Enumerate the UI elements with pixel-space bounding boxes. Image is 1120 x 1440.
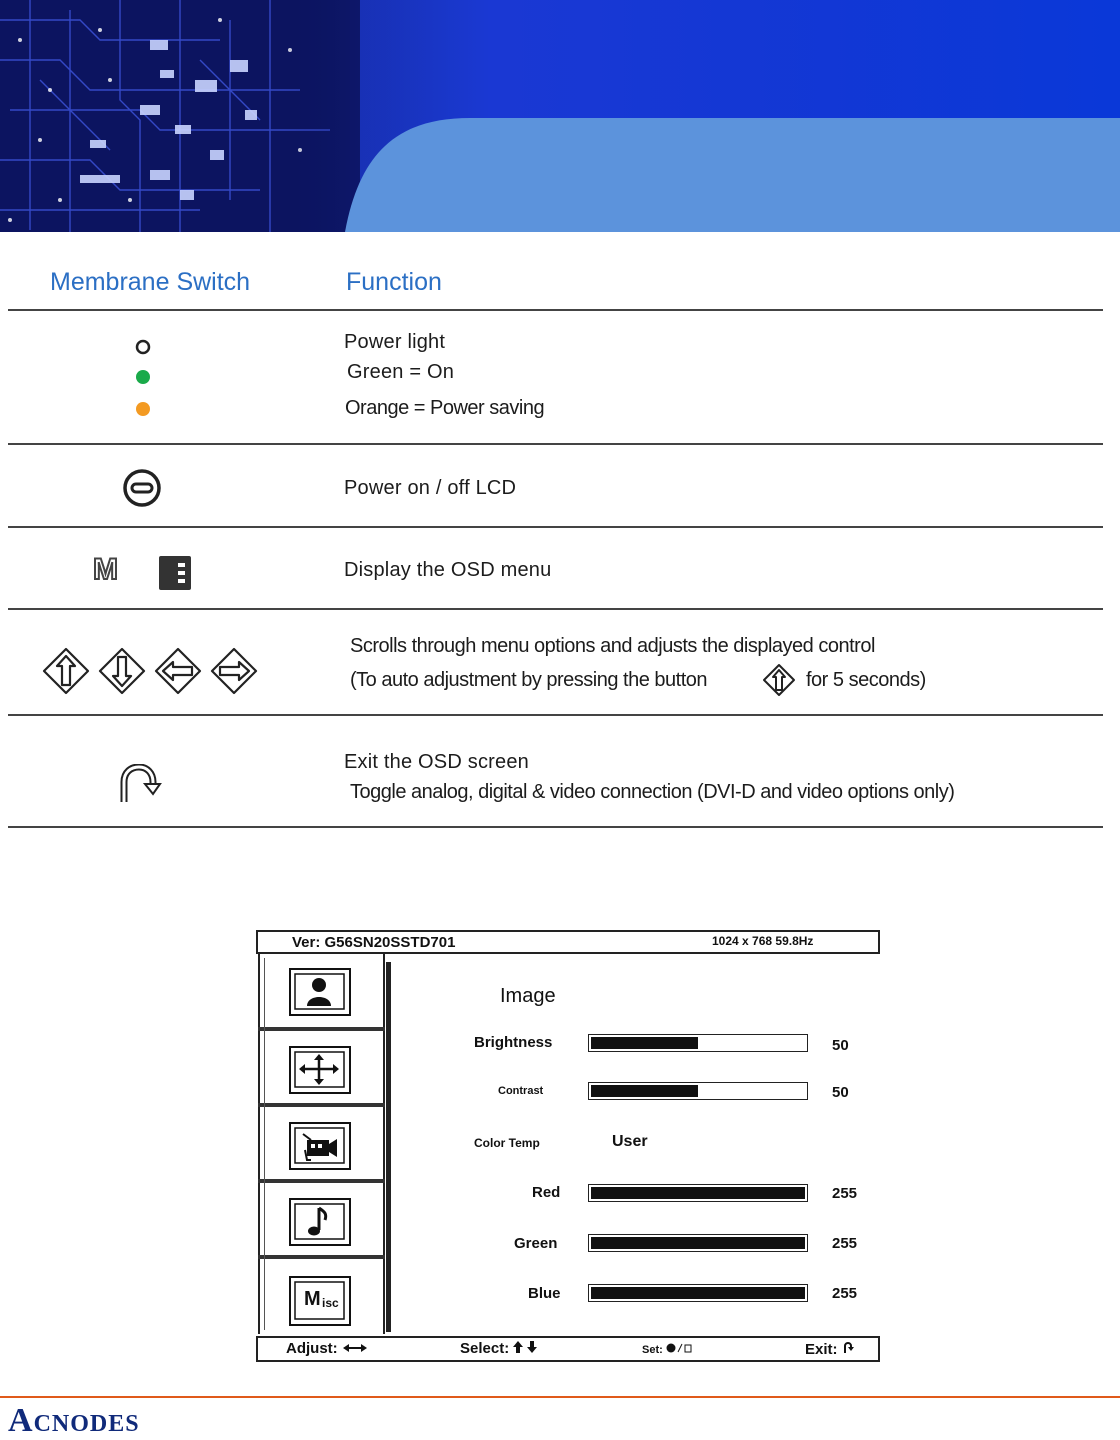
blue-value: 255 (832, 1285, 858, 1302)
menu-m-icon: M (93, 553, 118, 586)
up-arrow-icon (44, 649, 88, 693)
contrast-slider[interactable] (588, 1082, 808, 1100)
image-icon (291, 970, 348, 1013)
misc-label-small: isc (322, 1296, 339, 1310)
footer-divider (0, 1396, 1120, 1398)
osd-tab-position[interactable] (289, 1046, 351, 1094)
red-label: Red (532, 1184, 561, 1201)
color-temp-label: Color Temp (474, 1136, 540, 1150)
green-fill (591, 1237, 805, 1249)
osd-resolution: 1024 x 768 59.8Hz (712, 934, 814, 948)
misc-label-big: M (304, 1288, 321, 1310)
divider (8, 714, 1103, 716)
contrast-value: 50 (832, 1084, 849, 1101)
osd-tab-image[interactable] (289, 968, 351, 1016)
video-camera-icon (291, 1124, 348, 1167)
divider (8, 309, 1103, 311)
exit-arrow-icon (842, 1340, 854, 1354)
power-menu-icon (666, 1343, 696, 1353)
divider (258, 1103, 385, 1107)
osd-tab-video[interactable] (289, 1122, 351, 1170)
left-arrow-icon (156, 649, 200, 693)
red-slider[interactable] (588, 1184, 808, 1202)
brightness-label: Brightness (474, 1034, 553, 1051)
header-membrane-switch: Membrane Switch (50, 268, 251, 296)
header-banner (0, 0, 1120, 232)
audio-note-icon (291, 1200, 348, 1243)
select-label: Select: (460, 1340, 510, 1357)
down-arrow-icon (100, 649, 144, 693)
position-icon (291, 1048, 348, 1091)
function-text: Orange = Power saving (345, 397, 545, 419)
function-text: Scrolls through menu options and adjusts the displayed control (350, 635, 875, 657)
divider (258, 1255, 385, 1259)
osd-section-title: Image (500, 985, 556, 1007)
function-text: Green = On (347, 361, 455, 383)
acnodes-logo (8, 1402, 140, 1440)
right-arrow-icon (212, 649, 256, 693)
green-slider[interactable] (588, 1234, 808, 1252)
contrast-label: Contrast (498, 1085, 544, 1097)
function-text: Toggle analog, digital & video connection (DVI-D and video options only) (350, 781, 955, 803)
green-label: Green (514, 1235, 558, 1252)
arrow-buttons (42, 647, 258, 695)
set-hint (642, 1343, 696, 1356)
osd-tab-audio[interactable] (289, 1198, 351, 1246)
banner-curve (0, 0, 1120, 232)
logo-letter: A (8, 1402, 34, 1439)
left-right-arrow-icon (342, 1343, 368, 1353)
divider (258, 1027, 385, 1031)
red-fill (591, 1187, 805, 1199)
color-temp-value[interactable]: User (612, 1133, 648, 1150)
divider (8, 443, 1103, 445)
divider (8, 526, 1103, 528)
header-function: Function (346, 268, 442, 296)
brightness-value: 50 (832, 1037, 849, 1054)
auto-adjust-button-icon (762, 663, 796, 697)
orange-led-icon (135, 401, 151, 417)
power-button-icon (121, 467, 163, 509)
function-text: Power light (344, 331, 446, 353)
divider (258, 1179, 385, 1183)
adjust-label: Adjust: (286, 1340, 338, 1357)
select-hint (460, 1340, 537, 1357)
exit-label: Exit: (805, 1341, 838, 1358)
function-text: Power on / off LCD (344, 477, 517, 499)
brightness-fill (591, 1037, 698, 1049)
adjust-hint (286, 1340, 368, 1357)
function-text: (To auto adjustment by pressing the button (350, 669, 708, 691)
function-text: for 5 seconds) (806, 669, 926, 691)
exit-icon (118, 764, 162, 804)
up-down-arrow-icon (513, 1341, 537, 1353)
logo-rest: CNODES (33, 1411, 140, 1437)
blue-label: Blue (528, 1285, 561, 1302)
exit-hint (805, 1340, 854, 1358)
green-value: 255 (832, 1235, 858, 1252)
osd-version: Ver: G56SN20SSTD701 (292, 934, 456, 951)
menu-button-icon (158, 555, 192, 591)
power-light-off-icon (134, 338, 152, 356)
divider (8, 608, 1103, 610)
function-text: Exit the OSD screen (344, 751, 529, 773)
function-text: Display the OSD menu (344, 559, 552, 581)
green-led-icon (135, 369, 151, 385)
set-label: Set: (642, 1344, 663, 1356)
contrast-fill (591, 1085, 698, 1097)
tab-shadow (264, 958, 271, 1330)
brightness-slider[interactable] (588, 1034, 808, 1052)
osd-separator (386, 962, 391, 1332)
red-value: 255 (832, 1185, 858, 1202)
divider (8, 826, 1103, 828)
blue-slider[interactable] (588, 1284, 808, 1302)
blue-fill (591, 1287, 805, 1299)
